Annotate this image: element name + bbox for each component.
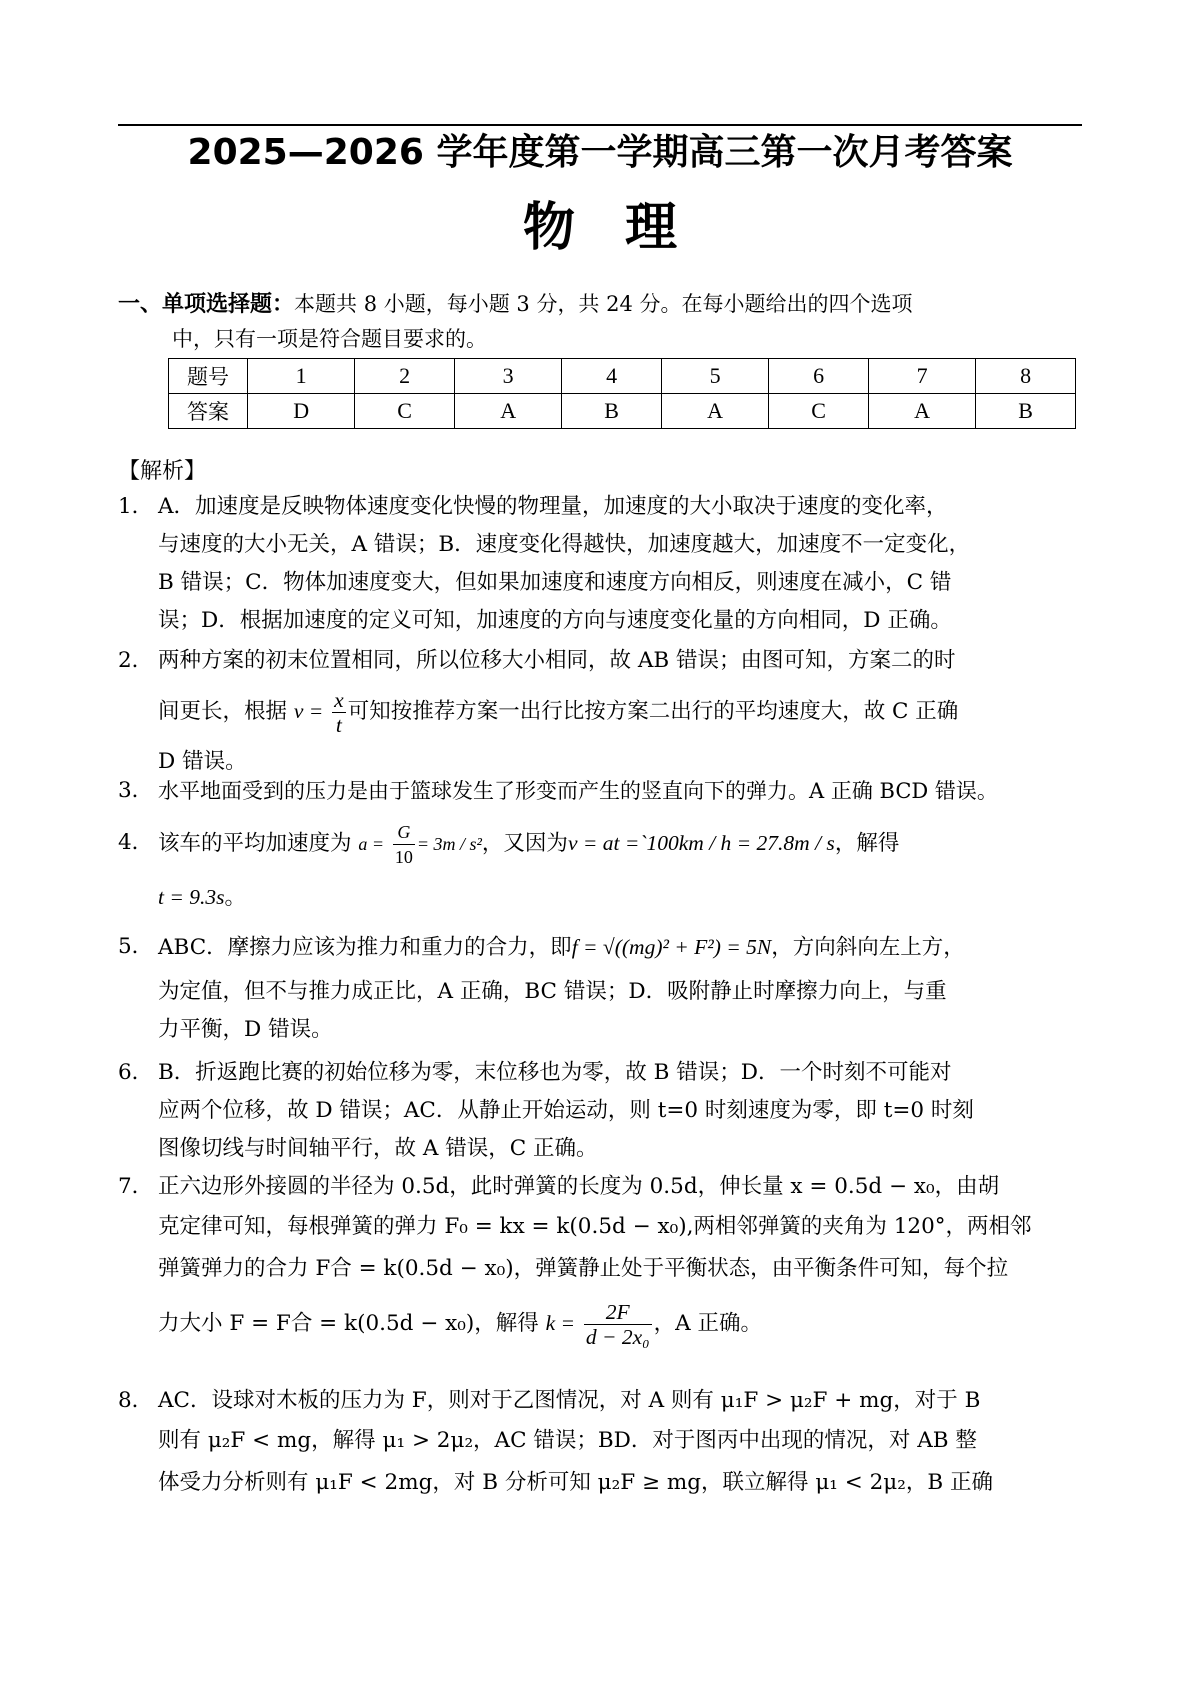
analysis-heading: 【解析】 xyxy=(118,459,207,484)
item-line: B 错误；C．物体加速度变大，但如果加速度和速度方向相反，则速度在减小，C 错 xyxy=(158,570,952,595)
table-cell: B xyxy=(562,394,662,429)
analysis-item-6 xyxy=(118,1054,1090,1168)
formula: = 3m / s² xyxy=(416,834,482,854)
item-line-with-fraction xyxy=(158,680,1090,743)
analysis-item-3 xyxy=(118,772,1090,810)
item-line: 正六边形外接圆的半径为 0.5d，此时弹簧的长度为 0.5d，伸长量 x = 0.5d − x₀，由胡 xyxy=(158,1174,1000,1199)
table-cell: 8 xyxy=(976,359,1076,394)
item-line: 力平衡，D 错误。 xyxy=(158,1017,333,1042)
table-cell: 3 xyxy=(454,359,561,394)
item-line: 则有 μ₂F < mg，解得 μ₁ > 2μ₂，AC 错误；BD．对于图丙中出现的情况，对 AB 整 xyxy=(158,1428,977,1453)
text-run: ，解得 xyxy=(834,831,900,856)
text-run: ABC．摩擦力应该为推力和重力的合力，即 xyxy=(158,935,572,960)
item-number: 5． xyxy=(118,934,154,959)
item-line xyxy=(158,928,1090,967)
item-number: 8． xyxy=(118,1388,154,1413)
item-number: 2． xyxy=(118,648,154,673)
text-run: ，又因为 xyxy=(481,831,568,856)
fraction-numerator: 2F xyxy=(584,1300,652,1325)
formula: a = xyxy=(358,834,385,854)
item-line: 水平地面受到的压力是由于篮球发生了形变而产生的竖直向下的弹力。A 正确 BCD 错误。 xyxy=(158,779,998,803)
row-label-answer: 答案 xyxy=(169,394,248,429)
text-run: 间更长，根据 xyxy=(158,699,288,724)
item-line: 体受力分析则有 μ₁F < 2mg，对 B 分析可知 μ₂F ≥ mg，联立解得 μ₁ < 2μ₂，B 正确 xyxy=(158,1470,994,1495)
analysis-item-8 xyxy=(118,1382,1090,1504)
text-run: 力大小 F = F合 = k(0.5d − x₀)，解得 xyxy=(158,1311,539,1336)
item-line: D 错误。 xyxy=(158,749,247,774)
table-cell: B xyxy=(976,394,1076,429)
item-line: 应两个位移，故 D 错误；AC．从静止开始运动，则 t=0 时刻速度为零，即 t=0 时刻 xyxy=(158,1098,974,1123)
item-line: A．加速度是反映物体速度变化快慢的物理量，加速度的大小取决于速度的变化率， xyxy=(158,494,948,519)
fraction-numerator: G xyxy=(393,820,415,845)
fraction xyxy=(584,1300,652,1349)
table-cell: C xyxy=(769,394,869,429)
text-run: 可知按推荐方案一出行比按方案二出行的平均速度大，故 C 正确 xyxy=(347,699,959,724)
table-cell: 4 xyxy=(562,359,662,394)
item-line-with-fraction xyxy=(158,1290,1090,1357)
item-line xyxy=(158,873,1090,922)
analysis-item-5 xyxy=(118,928,1090,1049)
item-line: 克定律可知，每根弹簧的弹力 F₀ = kx = k(0.5d − x₀),两相邻弹簧的夹角为 120°，两相邻 xyxy=(158,1214,1032,1239)
table-cell: 6 xyxy=(769,359,869,394)
analysis-item-7 xyxy=(118,1168,1090,1357)
fraction xyxy=(332,688,346,737)
row-label-number: 题号 xyxy=(169,359,248,394)
table-cell: 1 xyxy=(248,359,355,394)
section-1-heading xyxy=(118,287,1082,356)
analysis-item-4 xyxy=(118,814,1090,922)
item-line: 图像切线与时间轴平行，故 A 错误，C 正确。 xyxy=(158,1136,598,1161)
item-line-with-fraction xyxy=(158,814,1090,873)
fraction-numerator: x xyxy=(334,687,344,712)
exam-title: 2025—2026 学年度第一学期高三第一次月考答案 xyxy=(187,132,1013,173)
item-number: 1． xyxy=(118,494,154,519)
fraction xyxy=(393,820,415,869)
answer-table-answer-row xyxy=(169,394,1076,429)
formula: v = xyxy=(293,699,324,723)
top-rule xyxy=(118,124,1082,126)
table-cell: A xyxy=(661,394,768,429)
table-cell: D xyxy=(248,394,355,429)
table-cell: A xyxy=(454,394,561,429)
formula: k = xyxy=(545,1311,576,1335)
answer-table-number-row xyxy=(169,359,1076,394)
table-cell: 5 xyxy=(661,359,768,394)
fraction-denominator: t xyxy=(335,712,342,737)
section-1-desc-line2: 中，只有一项是符合题目要求的。 xyxy=(172,327,487,351)
item-number: 4． xyxy=(118,830,154,855)
item-line: 为定值，但不与推力成正比，A 正确，BC 错误；D．吸附静止时摩擦力向上，与重 xyxy=(158,979,947,1004)
item-line: 误；D．根据加速度的定义可知，加速度的方向与速度变化量的方向相同，D 正确。 xyxy=(158,608,952,633)
subject-title: 物理 xyxy=(522,198,727,258)
table-cell: 2 xyxy=(355,359,455,394)
item-line: 与速度的大小无关，A 错误；B．速度变化得越快，加速度越大，加速度不一定变化， xyxy=(158,532,971,557)
formula: f = √((mg)² + F²) = 5N xyxy=(571,935,772,959)
text-run: ，方向斜向左上方， xyxy=(771,935,965,960)
section-1-lead: 一、单项选择题： xyxy=(118,292,295,317)
analysis-item-1 xyxy=(118,488,1090,640)
answer-table xyxy=(168,358,1076,429)
text-run: 该车的平均加速度为 xyxy=(158,831,352,856)
fraction-denominator: 10 xyxy=(394,846,413,867)
item-number: 7． xyxy=(118,1174,154,1199)
fraction-denominator: d − 2x₀ xyxy=(585,1324,650,1349)
text-run: 。 xyxy=(224,885,246,910)
formula: v = at =`100km / h = 27.8m / s xyxy=(567,831,835,855)
item-line: 两种方案的初末位置相同，所以位移大小相同，故 AB 错误；由图可知，方案二的时 xyxy=(158,648,956,673)
table-cell: C xyxy=(355,394,455,429)
item-line: 弹簧弹力的合力 F合 = k(0.5d − x₀)，弹簧静止处于平衡状态，由平衡条件可知，每个拉 xyxy=(158,1256,1009,1281)
table-cell: A xyxy=(868,394,975,429)
text-run: ，A 正确。 xyxy=(653,1311,763,1336)
formula: t = 9.3s xyxy=(158,885,225,909)
item-line: B．折返跑比赛的初始位移为零，末位移也为零，故 B 错误；D．一个时刻不可能对 xyxy=(158,1060,952,1085)
table-cell: 7 xyxy=(868,359,975,394)
item-line: AC．设球对木板的压力为 F，则对于乙图情况，对 A 则有 μ₁F > μ₂F + mg，对于 B xyxy=(158,1388,981,1413)
section-1-desc-line1: 本题共 8 小题，每小题 3 分，共 24 分。在每小题给出的四个选项 xyxy=(294,292,913,316)
analysis-item-2 xyxy=(118,642,1090,781)
item-number: 6． xyxy=(118,1060,154,1085)
item-number: 3． xyxy=(118,778,154,803)
